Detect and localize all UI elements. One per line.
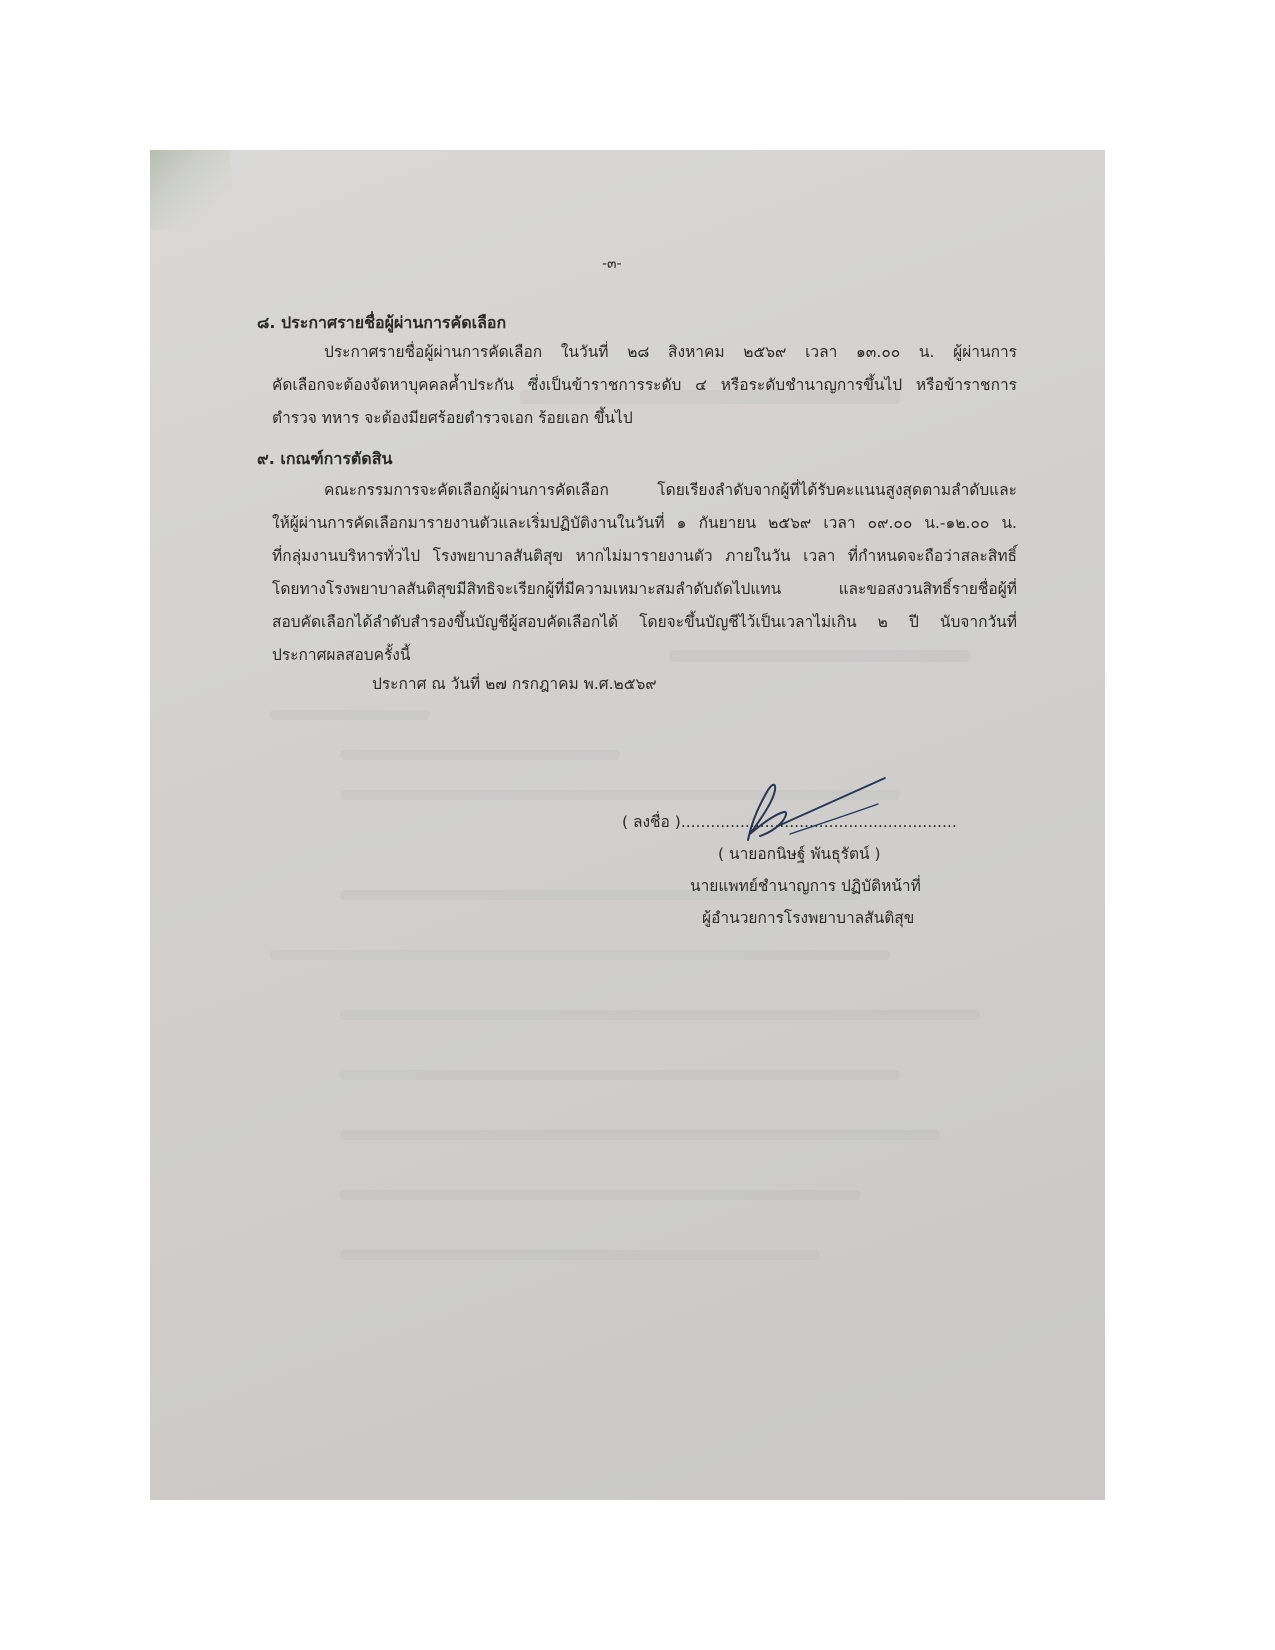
- bleed-through-mark: [270, 710, 430, 720]
- section-9-line: โดยทางโรงพยาบาลสันติสุขมีสิทธิจะเรียกผู้ที่มีความเหมาะสมลำดับถัดไปแทน และขอสงวนสิทธิ์รายชื่อผู้ที่: [272, 580, 1017, 598]
- section-9-body: [272, 474, 1017, 672]
- bleed-through-mark: [340, 1070, 900, 1080]
- corner-shadow: [150, 150, 230, 230]
- bleed-through-mark: [340, 1190, 860, 1200]
- announce-date: ประกาศ ณ วันที่ ๒๗ กรกฎาคม พ.ศ.๒๕๖๙: [372, 675, 657, 693]
- signer-organization: ผู้อำนวยการโรงพยาบาลสันติสุข: [702, 909, 915, 927]
- section-8-line: ตำรวจ ทหาร จะต้องมียศร้อยตำรวจเอก ร้อยเอก ขึ้นไป: [272, 409, 633, 427]
- section-9-line: คณะกรรมการจะคัดเลือกผู้ผ่านการคัดเลือก โดยเรียงลำดับจากผู้ที่ได้รับคะแนนสูงสุดตามลำดับและ: [324, 481, 1017, 499]
- section-8-heading: ๘. ประกาศรายชื่อผู้ผ่านการคัดเลือก: [257, 313, 507, 332]
- section-9-line: ให้ผู้ผ่านการคัดเลือกมารายงานตัวและเริ่มปฏิบัติงานในวันที่ ๑ กันยายน ๒๕๖๙ เวลา ๐๙.๐๐ น.-๑๒.๐๐ น.: [272, 514, 1017, 532]
- section-9-line: ที่กลุ่มงานบริหารทั่วไป โรงพยาบาลสันติสุข หากไม่มารายงานตัว ภายในวัน เวลา ที่กำหนดจะถือว่าสละสิทธิ์: [272, 547, 1017, 565]
- section-9-line: สอบคัดเลือกได้ลำดับสำรองขึ้นบัญชีผู้สอบคัดเลือกได้ โดยจะขึ้นบัญชีไว้เป็นเวลาไม่เกิน ๒ ปี นับจากวันที่: [272, 613, 1017, 631]
- section-9-line: ประกาศผลสอบครั้งนี้: [272, 646, 411, 664]
- bleed-through-mark: [270, 950, 890, 960]
- document-photo: [150, 150, 1105, 1500]
- signer-name: ( นายอกนิษฐ์ พันธุรัตน์ ): [718, 845, 881, 863]
- bleed-through-mark: [340, 750, 620, 760]
- page-number: -๓-: [602, 256, 622, 272]
- section-8-body: [272, 336, 1017, 435]
- section-8-line: คัดเลือกจะต้องจัดหาบุคคลค้ำประกัน ซึ่งเป็นข้าราชการระดับ ๔ หรือระดับชำนาญการขึ้นไป หรือข้าราชการ: [272, 376, 1017, 394]
- bleed-through-mark: [340, 1010, 980, 1020]
- signer-position: นายแพทย์ชำนาญการ ปฏิบัติหน้าที่: [690, 877, 921, 895]
- section-9-heading: ๙. เกณฑ์การตัดสิน: [257, 449, 393, 468]
- signature-line: ( ลงชื่อ )........................................................: [622, 813, 957, 831]
- bleed-through-mark: [340, 1250, 820, 1260]
- section-8-line: ประกาศรายชื่อผู้ผ่านการคัดเลือก ในวันที่ ๒๘ สิงหาคม ๒๕๖๙ เวลา ๑๓.๐๐ น. ผู้ผ่านการ: [324, 343, 1017, 361]
- bleed-through-mark: [340, 1130, 940, 1140]
